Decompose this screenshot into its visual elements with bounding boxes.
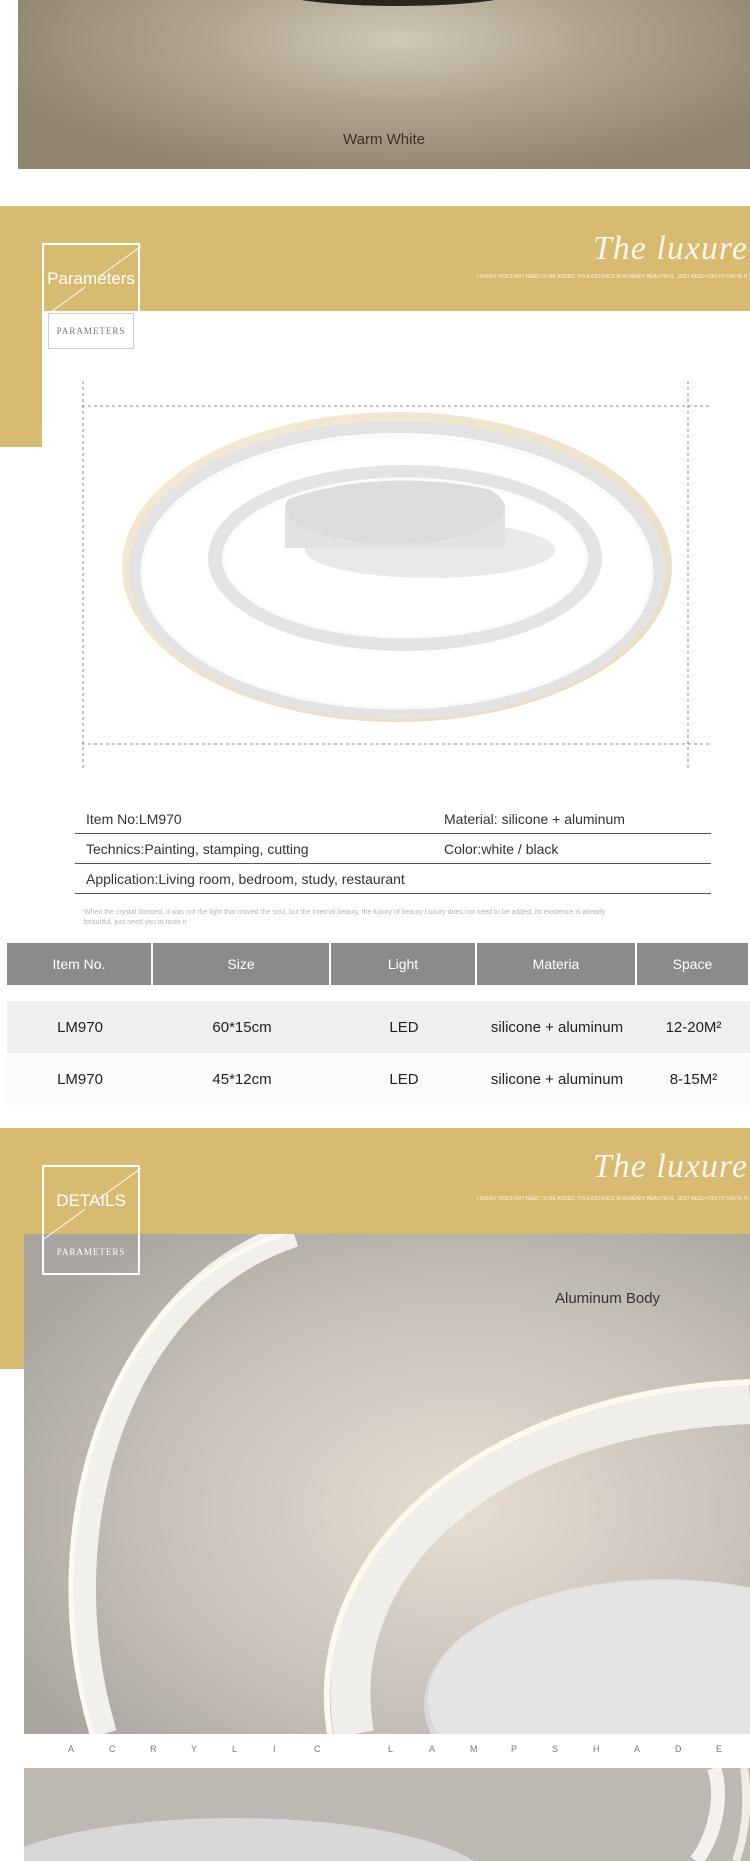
brand-script: The luxure	[592, 1148, 748, 1185]
lamp-rim-shadow	[268, 0, 528, 6]
brand-tagline: LUXURY DOES NOT NEED TO BE ADDED, ITS EXISTENCE IS ALREADY BEAUTIFUL, JUST NEED YOU TO TASTE IT	[477, 1196, 748, 1202]
aluminum-body-photo	[24, 1234, 750, 1734]
spec-color: Color:white / black	[444, 841, 559, 857]
label-letter: S	[552, 1744, 559, 1754]
label-letter: L	[388, 1744, 394, 1754]
lampshade-photo	[24, 1768, 750, 1861]
brand-tagline: LUXURY DOES NOT NEED TO BE ADDED, ITS EXISTENCE IS ALREADY BEAUTIFUL, JUST NEED YOU TO TASTE IT	[477, 274, 748, 280]
label-letter: A	[634, 1744, 641, 1754]
spec-row	[75, 833, 711, 864]
badge-title: Parameters	[47, 269, 135, 288]
label-letter: P	[511, 1744, 518, 1754]
label-letter: Y	[191, 1744, 198, 1754]
label-letter: A	[68, 1744, 75, 1754]
cell-space: 8-15M²	[637, 1053, 750, 1105]
label-letter: M	[470, 1744, 478, 1754]
header-space: Space	[637, 943, 750, 985]
spec-table	[7, 943, 750, 1105]
cell-materia: silicone + aluminum	[477, 1053, 637, 1105]
parameters-badge	[42, 243, 140, 353]
product-illustration	[60, 380, 720, 780]
cell-item-no: LM970	[7, 1001, 153, 1053]
cell-materia: silicone + aluminum	[477, 1001, 637, 1053]
gold-side-band	[0, 1234, 24, 1369]
spec-application: Application:Living room, bedroom, study, restaurant	[86, 871, 405, 887]
cell-size: 60*15cm	[153, 1001, 331, 1053]
header-size: Size	[153, 943, 331, 985]
ring-closeup-illustration	[24, 1234, 750, 1734]
label-letter: E	[716, 1744, 723, 1754]
label-letter: C	[314, 1744, 321, 1754]
label-letter: R	[150, 1744, 157, 1754]
badge-title: DETAILS	[56, 1191, 126, 1210]
warm-white-photo	[18, 0, 750, 169]
spec-item-no: Item No:LM970	[86, 811, 182, 827]
cell-light: LED	[331, 1053, 477, 1105]
spec-row	[75, 803, 711, 834]
table-row	[7, 1001, 750, 1053]
header-item-no: Item No.	[7, 943, 153, 985]
cell-size: 45*12cm	[153, 1053, 331, 1105]
label-letter: A	[429, 1744, 436, 1754]
label-letter: C	[109, 1744, 116, 1754]
spec-row	[75, 863, 711, 894]
label-letter: H	[593, 1744, 600, 1754]
cell-item-no: LM970	[7, 1053, 153, 1105]
photo-caption: Aluminum Body	[555, 1290, 661, 1307]
table-header-row	[7, 943, 750, 985]
cell-space: 12-20M²	[637, 1001, 750, 1053]
spec-technics: Technics:Painting, stamping, cutting	[86, 841, 309, 857]
lampshade-closeup-illustration	[24, 1768, 750, 1861]
badge-subtitle: PARAMETERS	[56, 1247, 126, 1257]
label-letter: I	[273, 1744, 276, 1754]
brand-script: The luxure	[592, 230, 748, 267]
label-letter: L	[232, 1744, 238, 1754]
label-letter: D	[675, 1744, 682, 1754]
cell-light: LED	[331, 1001, 477, 1053]
badge-subtitle: PARAMETERS	[48, 313, 134, 349]
gold-side-band	[0, 311, 42, 447]
table-row	[7, 1053, 750, 1105]
photo-caption: Warm White	[343, 131, 425, 148]
details-badge	[42, 1165, 140, 1275]
spec-material: Material: silicone + aluminum	[444, 811, 625, 827]
header-light: Light	[331, 943, 477, 985]
header-materia: Materia	[477, 943, 637, 985]
luxury-quote: When the crystal blossed, it was not the light that moved the soul, but the internal beauty, the luxury of beauty Luxury does not need to be added, its existence is already beautiful, just need you to taste it	[84, 909, 606, 926]
